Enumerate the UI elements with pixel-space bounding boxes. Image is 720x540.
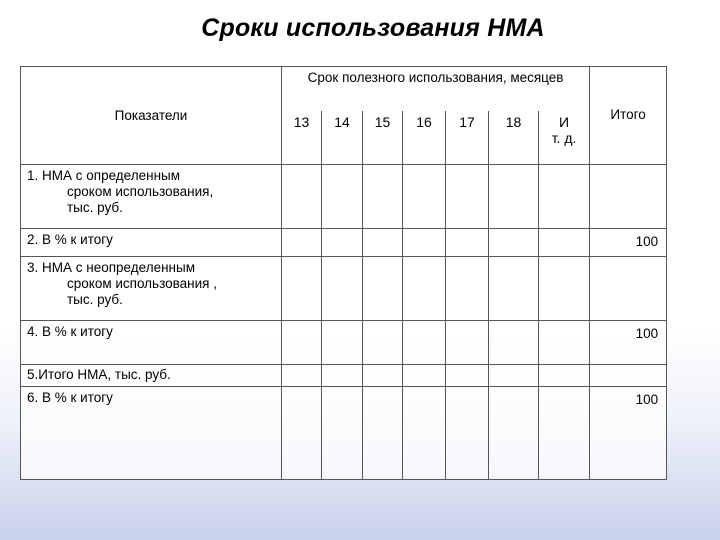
table-cell <box>363 229 403 257</box>
table-cell <box>322 257 363 321</box>
table-cell <box>446 257 489 321</box>
table-cell <box>322 365 363 387</box>
row-label <box>21 257 282 321</box>
row-label-line: 2. В % к итогу <box>27 232 113 247</box>
table-cell <box>489 257 539 321</box>
header-period-group: Срок полезного использования, месяцев <box>282 67 590 111</box>
row-label-line: 6. В % к итогу <box>27 390 113 405</box>
table-row <box>21 229 667 257</box>
slide-title: Сроки использования НМА <box>201 14 545 42</box>
row-label-line: тыс. руб. <box>67 292 123 307</box>
row-label <box>21 165 282 229</box>
table-cell <box>446 165 489 229</box>
row-label-line: 1. НМА с определенным <box>27 168 181 183</box>
row-label-line: тыс. руб. <box>67 200 123 215</box>
table-cell <box>446 387 489 480</box>
row-total: 100 <box>590 229 667 257</box>
row-label-line: 5.Итого НМА, тыс. руб. <box>27 367 171 382</box>
header-period-etc-2: т. д. <box>551 129 577 146</box>
header-period-18: 18 <box>489 111 539 165</box>
table-cell <box>363 365 403 387</box>
row-total: 100 <box>590 321 667 365</box>
table-cell <box>446 321 489 365</box>
table-cell <box>489 229 539 257</box>
row-total <box>590 365 667 387</box>
nma-terms-table <box>20 66 667 480</box>
table-cell <box>282 387 322 480</box>
header-period-14: 14 <box>322 111 363 165</box>
header-period-etc <box>539 111 590 165</box>
table-cell <box>403 387 446 480</box>
table-cell <box>489 165 539 229</box>
row-label <box>21 365 282 387</box>
table-cell <box>539 165 590 229</box>
table-cell <box>363 165 403 229</box>
table-cell <box>322 387 363 480</box>
table-cell <box>322 321 363 365</box>
header-indicators <box>21 67 282 165</box>
row-total: 100 <box>590 387 667 480</box>
header-row-top <box>21 67 667 111</box>
row-label-line: сроком использования , <box>67 276 217 291</box>
table-cell <box>282 229 322 257</box>
row-label-line: сроком использования, <box>67 184 214 199</box>
header-period-17: 17 <box>446 111 489 165</box>
table-cell <box>403 365 446 387</box>
table-cell <box>363 257 403 321</box>
table-cell <box>403 257 446 321</box>
row-total <box>590 257 667 321</box>
table-row <box>21 165 667 229</box>
table-cell <box>446 229 489 257</box>
table-cell <box>322 229 363 257</box>
table-cell <box>489 321 539 365</box>
table-cell <box>539 257 590 321</box>
table-cell <box>403 229 446 257</box>
table-row <box>21 321 667 365</box>
table-row <box>21 365 667 387</box>
row-label-line: 4. В % к итогу <box>27 324 113 339</box>
row-label-line: 3. НМА с неопределенным <box>27 260 195 275</box>
table-cell <box>446 365 489 387</box>
table-cell <box>282 365 322 387</box>
table-cell <box>403 165 446 229</box>
table-cell <box>539 321 590 365</box>
row-label <box>21 321 282 365</box>
table-cell <box>539 229 590 257</box>
row-label <box>21 229 282 257</box>
header-period-15: 15 <box>363 111 403 165</box>
table-cell <box>539 365 590 387</box>
table-cell <box>363 387 403 480</box>
table-row <box>21 257 667 321</box>
row-label <box>21 387 282 480</box>
header-period-etc-1: И <box>559 113 570 130</box>
table-cell <box>489 387 539 480</box>
header-total: Итого <box>590 67 667 165</box>
table-cell <box>282 257 322 321</box>
table-cell <box>489 365 539 387</box>
table-row <box>21 387 667 480</box>
header-period-16: 16 <box>403 111 446 165</box>
table-cell <box>363 321 403 365</box>
header-period-13: 13 <box>282 111 322 165</box>
header-indicators-label: Показатели <box>114 107 188 123</box>
table-cell <box>282 321 322 365</box>
table-cell <box>322 165 363 229</box>
table-cell <box>282 165 322 229</box>
table-cell <box>539 387 590 480</box>
table-cell <box>403 321 446 365</box>
row-total <box>590 165 667 229</box>
